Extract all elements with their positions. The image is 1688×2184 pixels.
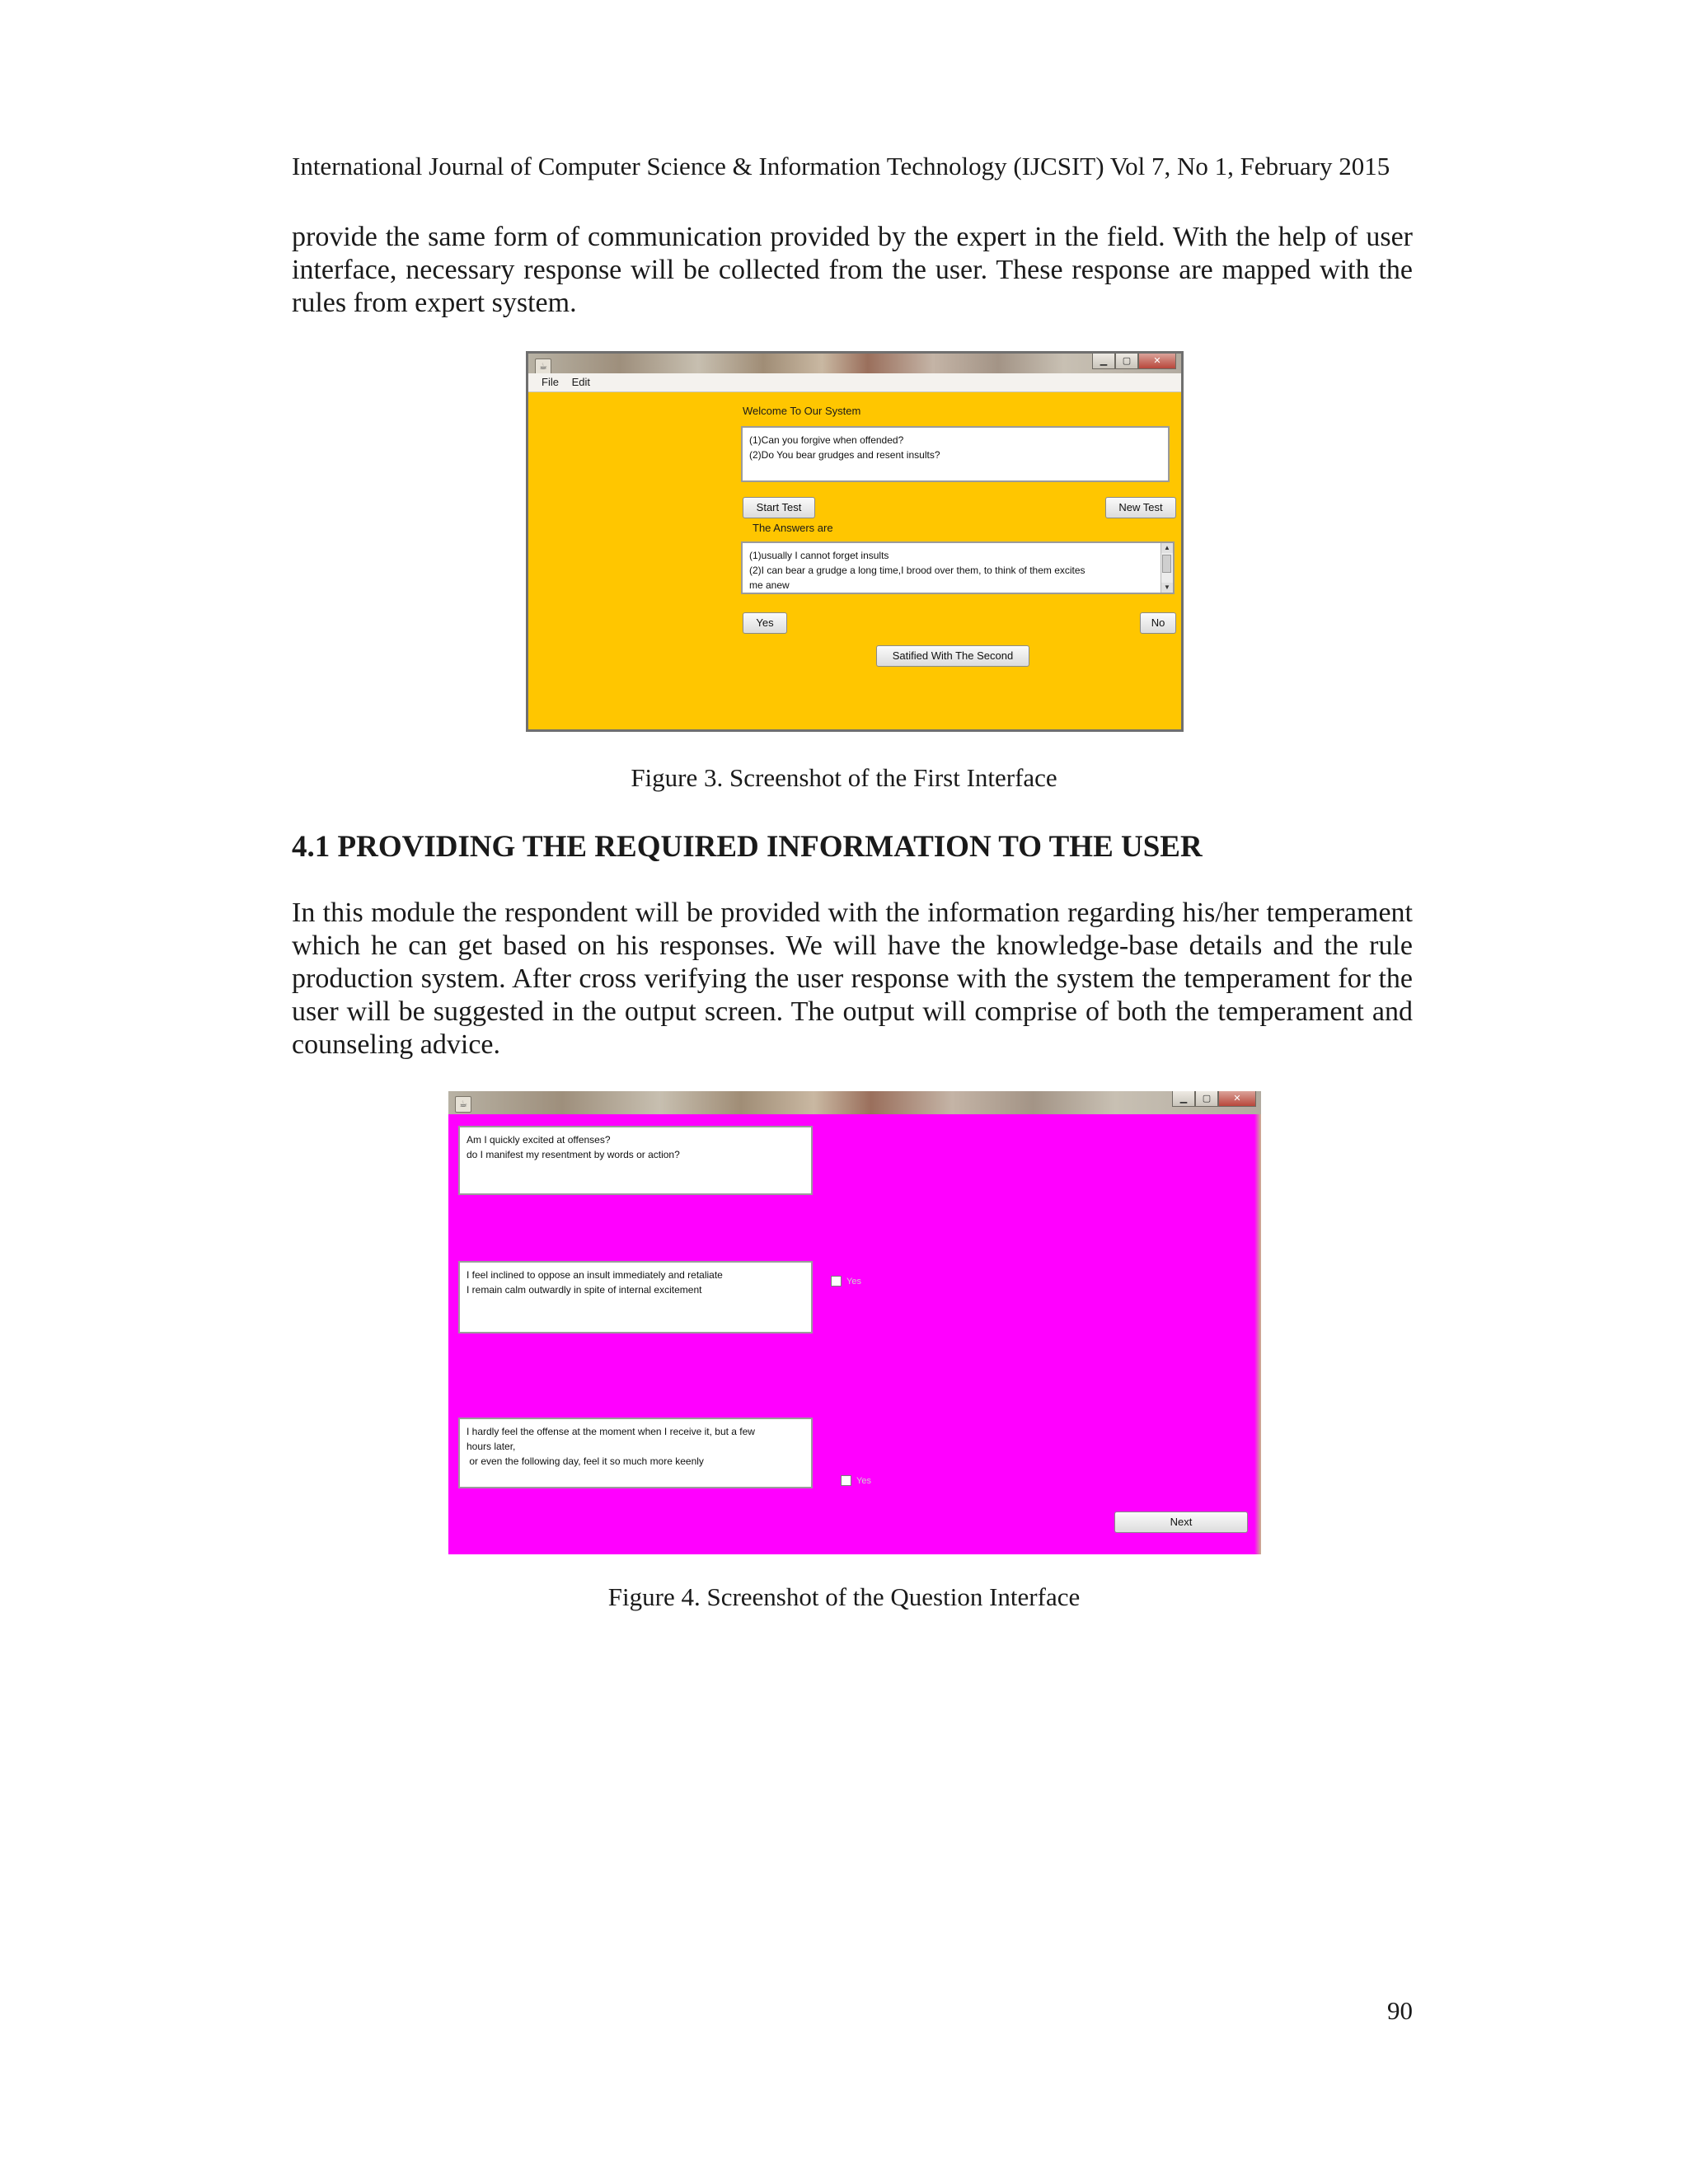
figure-3-caption: Figure 3. Screenshot of the First Interface bbox=[631, 763, 1057, 792]
question-line: I feel inclined to oppose an insult immediately and retaliate bbox=[467, 1269, 723, 1281]
maximize-icon[interactable]: ▢ bbox=[1115, 354, 1138, 369]
window-titlebar bbox=[448, 1091, 1261, 1114]
question-box-1[interactable] bbox=[458, 1126, 813, 1195]
window-controls bbox=[1172, 1091, 1256, 1108]
scroll-thumb[interactable] bbox=[1162, 555, 1171, 573]
question-line: do I manifest my resentment by words or action? bbox=[467, 1149, 680, 1160]
yes-checkbox-1[interactable] bbox=[831, 1276, 861, 1286]
answers-textarea[interactable] bbox=[741, 541, 1175, 594]
answers-label: The Answers are bbox=[753, 522, 833, 534]
figure-4-screenshot bbox=[448, 1091, 1261, 1554]
page-number: 90 bbox=[1387, 1996, 1413, 2025]
checkbox-label: Yes bbox=[846, 1276, 861, 1286]
answer-line: (1)usually I cannot forget insults bbox=[749, 550, 889, 561]
maximize-icon[interactable]: ▢ bbox=[1195, 1091, 1218, 1107]
window-edge bbox=[1254, 1114, 1261, 1554]
checkbox-box[interactable] bbox=[831, 1276, 842, 1286]
menu-bar bbox=[528, 373, 1181, 392]
question-box-2[interactable] bbox=[458, 1261, 813, 1333]
answer-line: me anew bbox=[749, 579, 790, 591]
question-line: Am I quickly excited at offenses? bbox=[467, 1134, 611, 1146]
start-test-button[interactable]: Start Test bbox=[743, 497, 815, 518]
minimize-icon[interactable]: ▁ bbox=[1092, 354, 1115, 369]
menu-edit[interactable]: Edit bbox=[571, 376, 590, 388]
window-titlebar bbox=[528, 354, 1181, 373]
question-line: hours later, bbox=[467, 1441, 516, 1452]
yes-button[interactable]: Yes bbox=[743, 612, 787, 634]
next-button[interactable]: Next bbox=[1114, 1511, 1248, 1533]
java-cup-icon: ☕ bbox=[535, 359, 551, 375]
java-cup-icon: ☕ bbox=[455, 1096, 471, 1113]
question-line: or even the following day, feel it so much more keenly bbox=[467, 1455, 704, 1467]
yes-checkbox-2[interactable] bbox=[841, 1475, 871, 1486]
answers-scrollbar[interactable] bbox=[1160, 543, 1173, 593]
question-line: I hardly feel the offense at the moment when I receive it, but a few bbox=[467, 1426, 755, 1437]
welcome-label: Welcome To Our System bbox=[743, 405, 861, 417]
menu-file[interactable]: File bbox=[542, 376, 559, 388]
question-box-3[interactable] bbox=[458, 1418, 813, 1488]
section-paragraph: In this module the respondent will be provided with the information regarding his/her temperament which he can get based on his responses. We will have the knowledge-base details and the rule production system. After cross verifying the user response with the system the temperament for the user will be suggested in the output screen. The output will comprise of both the temperament and counseling advice. bbox=[292, 898, 1413, 1060]
checkbox-label: Yes bbox=[856, 1475, 871, 1486]
question-line: (1)Can you forgive when offended? bbox=[749, 434, 904, 446]
no-button[interactable]: No bbox=[1140, 612, 1176, 634]
intro-paragraph: provide the same form of communication provided by the expert in the field. With the help of user interface, necessary response will be collected from the user. These response are mapped with the rules from expert system. bbox=[292, 222, 1413, 318]
answer-line: (2)I can bear a grudge a long time,I brood over them, to think of them excites bbox=[749, 565, 1085, 576]
section-heading: 4.1 PROVIDING THE REQUIRED INFORMATION TO THE USER bbox=[292, 830, 1203, 864]
figure-4-caption: Figure 4. Screenshot of the Question Interface bbox=[607, 1582, 1081, 1611]
checkbox-box[interactable] bbox=[841, 1475, 851, 1486]
scroll-down-icon[interactable]: ▼ bbox=[1161, 583, 1173, 593]
questions-textarea[interactable] bbox=[741, 426, 1170, 482]
scroll-up-icon[interactable]: ▲ bbox=[1161, 543, 1173, 553]
satisfied-with-second-button[interactable]: Satified With The Second bbox=[876, 645, 1029, 667]
journal-header: International Journal of Computer Science & Information Technology (IJCSIT) Vol 7, No 1, February 2015 bbox=[292, 152, 1390, 180]
minimize-icon[interactable]: ▁ bbox=[1172, 1091, 1195, 1107]
close-icon[interactable]: ✕ bbox=[1218, 1091, 1256, 1107]
window-controls bbox=[1092, 354, 1176, 370]
question-line: I remain calm outwardly in spite of internal excitement bbox=[467, 1284, 702, 1296]
figure-3-screenshot bbox=[526, 351, 1184, 732]
close-icon[interactable]: ✕ bbox=[1138, 354, 1176, 369]
new-test-button[interactable]: New Test bbox=[1105, 497, 1176, 518]
question-line: (2)Do You bear grudges and resent insults? bbox=[749, 449, 940, 461]
